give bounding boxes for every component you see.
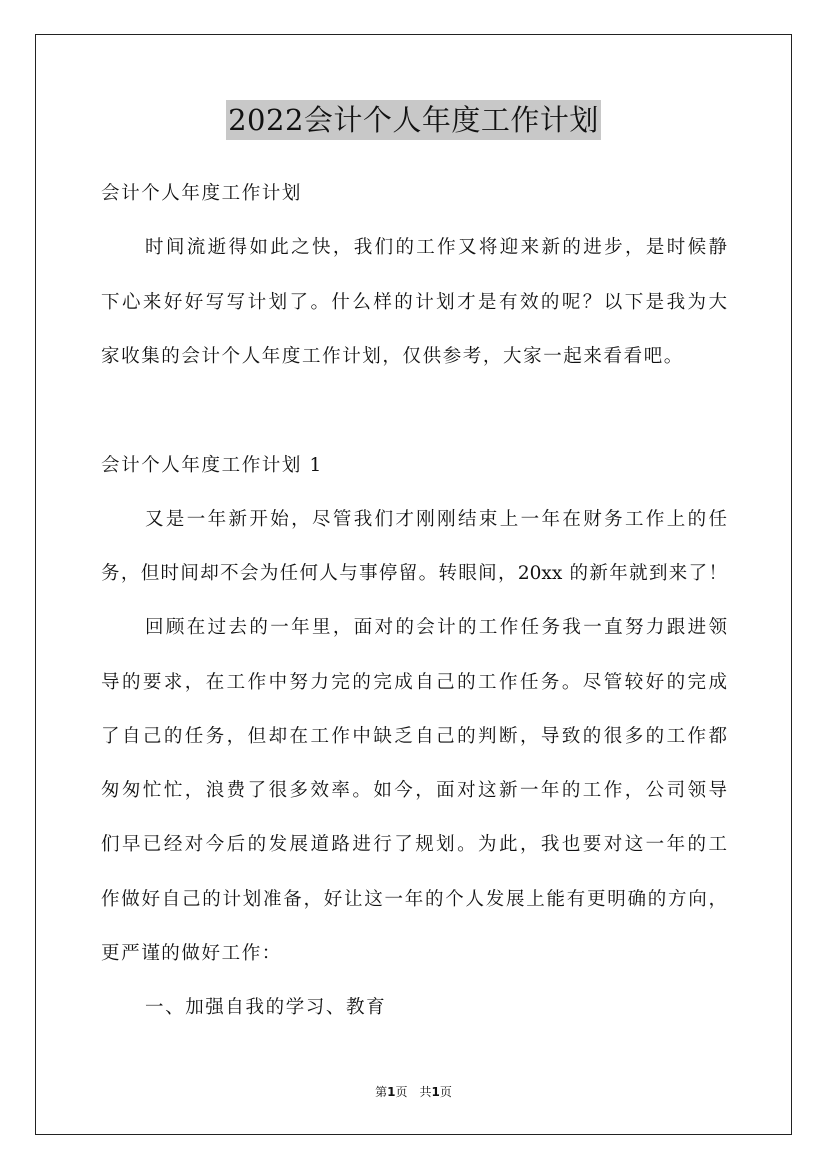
footer-page-mid: 页 共 — [395, 1085, 432, 1099]
intro-line-2: 下心来好好写写计划了。什么样的计划才是有效的呢？以下是我为大 — [101, 292, 727, 313]
footer-page-prefix: 第 — [375, 1085, 388, 1099]
paragraph2-line-6: 作做好自己的计划准备，好让这一年的个人发展上能有更明确的方向， — [101, 889, 727, 910]
paragraph2-line-4: 匆匆忙忙，浪费了很多效率。如今，面对这新一年的工作，公司领导 — [101, 780, 727, 801]
document-title: 2022会计个人年度工作计划 — [226, 100, 601, 140]
paragraph2-line-1: 回顾在过去的一年里，面对的会计的工作任务我一直努力跟进领 — [145, 617, 727, 638]
paragraph2-line-2: 导的要求，在工作中努力完的完成自己的工作任务。尽管较好的完成 — [101, 672, 727, 693]
paragraph1-line-2: 务，但时间却不会为任何人与事停留。转眼间，20xx 的新年就到来了！ — [101, 563, 727, 584]
page-number-footer — [0, 1084, 827, 1100]
paragraph2-line-3: 了自己的任务，但却在工作中缺乏自己的判断，导致的很多的工作都 — [101, 726, 727, 747]
footer-page-total: 1 — [431, 1085, 440, 1099]
paragraph2-line-5: 们早已经对今后的发展道路进行了规划。为此，我也要对这一年的工 — [101, 834, 727, 855]
document-subtitle: 会计个人年度工作计划 — [101, 183, 303, 204]
footer-page-current: 1 — [387, 1085, 396, 1099]
footer-page-suffix: 页 — [439, 1085, 452, 1099]
intro-line-3: 家收集的会计个人年度工作计划，仅供参考，大家一起来看看吧。 — [101, 346, 684, 367]
list-item-1: 一、加强自我的学习、教育 — [145, 997, 387, 1018]
title-container — [0, 100, 827, 140]
section-heading: 会计个人年度工作计划 1 — [101, 455, 323, 476]
paragraph2-line-7: 更严谨的做好工作： — [101, 943, 282, 964]
paragraph1-line-1: 又是一年新开始，尽管我们才刚刚结束上一年在财务工作上的任 — [145, 509, 727, 530]
intro-line-1: 时间流逝得如此之快，我们的工作又将迎来新的进步，是时候静 — [145, 237, 727, 258]
